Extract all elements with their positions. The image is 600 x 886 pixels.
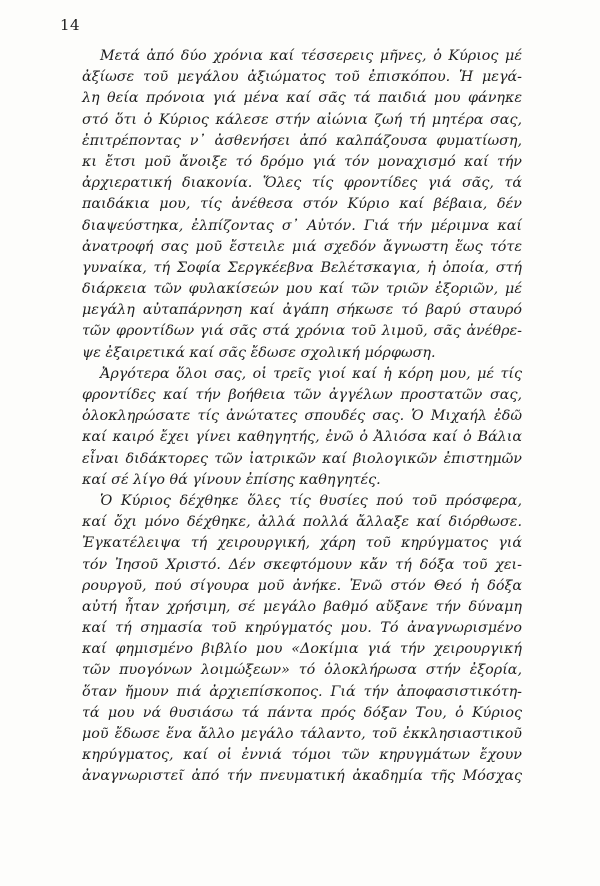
- text-line: ἐπιτρέποντας ν᾽ ἀσθενήσει ἀπό καλπάζουσα φυματίωση,: [82, 132, 522, 149]
- text-line: ἀξίωσε τοῦ μεγάλου ἀξιώματος τοῦ ἐπισκόπου. Ἡ μεγά-: [82, 69, 522, 86]
- text-line: τόν Ἰησοῦ Χριστό. Δέν σκεφτόμουν κἄν τή δόξα τοῦ χει-: [82, 556, 522, 573]
- text-line: στό ὅτι ὁ Κύριος κάλεσε στήν αἰώνια ζωή τή μητέρα σας,: [82, 111, 522, 128]
- text-line: παιδάκια μου, τίς ἀνέθεσα στόν Κύριο καί βέβαια, δέν: [82, 196, 522, 213]
- text-line: καί σέ λίγο θά γίνουν ἐπίσης καθηγητές.: [82, 471, 381, 488]
- text-line: μοῦ ἔδωσε ἕνα ἄλλο μεγάλο τάλαντο, τοῦ ἐκκλησιαστικοῦ: [82, 726, 522, 742]
- text-line: κι ἔτσι μοῦ ἄνοιξε τό δρόμο γιά τόν μοναχισμό καί τήν: [82, 153, 522, 170]
- text-line: ρουργοῦ, πού σίγουρα μοῦ ἀνήκε. Ἐνῶ στόν Θεό ἡ δόξα: [82, 577, 522, 594]
- text-line: τῶν πυογόνων λοιμώξεων» τό ὁλοκλήρωσα στήν ἐξορία,: [82, 662, 522, 679]
- text-line: φροντίδες καί τήν βοήθεια τῶν ἀγγέλων προστατῶν σας,: [82, 387, 522, 403]
- text-line: καί καιρό ἔχει γίνει καθηγητής, ἐνῶ ὁ Ἀλιόσα καί ὁ Βάλια: [82, 429, 522, 446]
- text-line: διάρκεια τῶν φυλακίσεών μου καί τῶν τριῶν ἐξοριῶν, μέ: [82, 281, 522, 298]
- text-line: ὅταν ἤμουν πιά ἀρχιεπίσκοπος. Γιά τήν ἀποφασιστικότη-: [82, 683, 522, 700]
- text-line: ψε ἐξαιρετικά καί σᾶς ἔδωσε σχολική μόρφωση.: [82, 344, 436, 361]
- paragraph: [82, 491, 522, 788]
- text-line: αὐτή ἦταν χρήσιμη, σέ μεγάλο βαθμό αὔξανε τήν δύναμη: [82, 598, 522, 615]
- text-line: Ἐγκατέλειψα τή χειρουργική, χάρη τοῦ κηρύγματος γιά: [82, 535, 522, 552]
- text-line: καί τή σημασία τοῦ κηρύγματός μου. Τό ἀναγνωρισμένο: [82, 620, 522, 637]
- text-line: τῶν φροντίδων γιά σᾶς στά χρόνια τοῦ λιμοῦ, σᾶς ἀνέθρε-: [82, 323, 522, 340]
- text-line: ἀρχιερατική διακονία. Ὅλες τίς φροντίδες γιά σᾶς, τά: [82, 175, 522, 192]
- text-line: λη θεία πρόνοια γιά μένα καί σᾶς τά παιδιά μου φάνηκε: [82, 90, 522, 107]
- text-line: τά μου νά θυσιάσω τά πάντα πρός δόξαν Του, ὁ Κύριος: [82, 704, 522, 721]
- text-line: ἀναγνωριστεῖ ἀπό τήν πνευματική ἀκαδημία τῆς Μόσχας: [82, 768, 522, 785]
- text-line: κηρύγματος, καί οἱ ἐννιά τόμοι τῶν κηρυγμάτων ἔχουν: [82, 747, 522, 764]
- text-line: εἶναι διδάκτορες τῶν ἰατρικῶν καί βιολογικῶν ἐπιστημῶν: [82, 450, 522, 467]
- text-line: μεγάλη αὐταπάρνηση καί ἀγάπη σήκωσε τό βαρύ σταυρό: [82, 302, 522, 319]
- text-line: Ἀργότερα ὅλοι σας, οἱ τρεῖς γιοί καί ἡ κόρη μου, μέ τίς: [100, 365, 522, 382]
- text-line: καί φημισμένο βιβλίο μου «Δοκίμια γιά τήν χειρουργική: [82, 641, 522, 658]
- text-line: Μετά ἀπό δύο χρόνια καί τέσσερεις μῆνες, ὁ Κύριος μέ: [100, 48, 522, 64]
- paragraph: [82, 46, 522, 364]
- text-line: ἀνατροφή σας μοῦ ἔστειλε μιά σχεδόν ἄγνωστη ἕως τότε: [82, 238, 522, 255]
- text-line: διαψεύστηκα, ἐλπίζοντας σ᾽ Αὐτόν. Γιά τήν μέριμνα καί: [82, 217, 522, 234]
- text-line: ὁλοκληρώσατε τίς ἀνώτατες σπουδές σας. Ὁ Μιχαήλ ἐδῶ: [82, 408, 522, 425]
- body-text: [82, 46, 522, 788]
- paragraph: [82, 364, 522, 491]
- text-line: καί ὄχι μόνο δέχθηκε, ἀλλά πολλά ἄλλαξε καί διόρθωσε.: [82, 514, 522, 531]
- text-line: Ὁ Κύριος δέχθηκε ὅλες τίς θυσίες πού τοῦ πρόσφερα,: [100, 492, 522, 509]
- text-line: γυναίκα, τή Σοφία Σεργκέεβνα Βελέτσκαγια, ἡ ὁποία, στή: [82, 259, 522, 276]
- page-number: 14: [60, 16, 81, 34]
